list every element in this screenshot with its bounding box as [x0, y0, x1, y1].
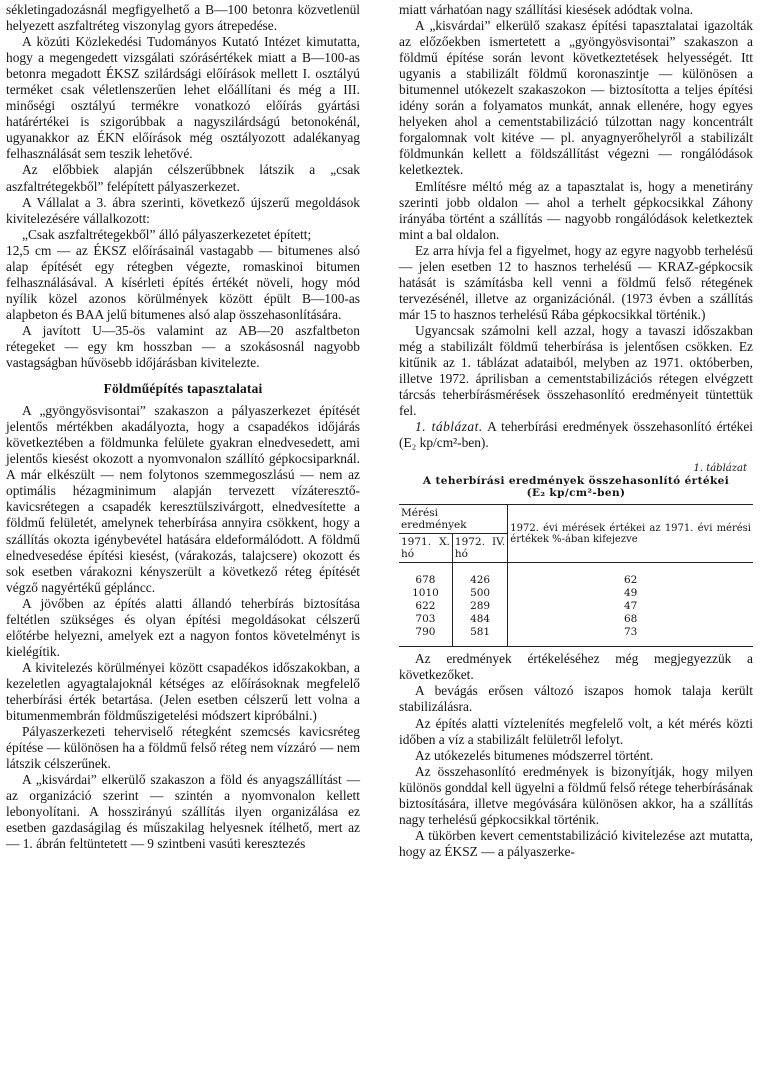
- left-column: [6, 2, 360, 852]
- paragraph: miatt várhatóan nagy szállítási kiesések adódtak volna.: [399, 2, 694, 17]
- paragraph: sékletingadozásnál megfigyelhető a B—100 betonra közvetlenül helyezett aszfaltréteg viszonylag gyors átrepedése.: [6, 2, 360, 34]
- table-header-ratio: 1972. évi mérések értékei az 1971. évi mérési értékek %-ában kifejezve: [508, 505, 753, 563]
- table-cell: 678: [415, 573, 436, 586]
- paragraph: A „gyöngyösvisontai” szakaszon a pályaszerkezet építését jelentős mértékben akadályozta, hogy a csapadékos időjárás következtében a földmunka felülete gyakran elnedvesedett, ami jelentős kiesést okozott a nyomvonalon szállító gépkocsiparknál. A már elkészült — nem folytonos szemmegoszlású — nem az optimális hézagminimum alapján tervezett vízáteresztő-kavicsrétegen a csapadék keresztülszivárgott, elnedvesítette a földmű felületét, amelynek teherbírása annyira csökkent, hogy a szállítás okozta igénybevétel hatására eldeformálódott. A földmű elnedvesedése építési kiesést, (várakozás, talajcsere) okozott és sok esetben várakozni kényszerült a következő réteg építését végző nagyértékű gépláncc.: [6, 403, 360, 595]
- table-cell: 73: [508, 625, 753, 647]
- table-cell: 484: [452, 612, 507, 625]
- paragraph: A kivitelezés körülményei között csapadékos időszakokban, a kezeletlen agyagtalajoknál kétséges az előírásoknak megfelelő teherbírási érték betartása. (Jelen esetben célszerű lett volna a bitumenmembrán földműszigetelési módszert kipróbálni.): [6, 659, 360, 724]
- paragraph: Ez arra hívja fel a figyelmet, hogy az egyre nagyobb terhelésű — jelen esetben 12 to hasznos terhelésű — KRAZ-gépkocsik hatását is számításba kell venni a földmű felső rétegének tervezésénél, illetve az organizációnál. (1973 évben a szállítás már 15 to hasznos terhelésű Rába gépkocsikkal történik.): [399, 242, 753, 322]
- table-cell: 47: [508, 599, 753, 612]
- table-header-1971: 1971. X. hó: [399, 534, 452, 563]
- table-row: [399, 586, 753, 599]
- table-cell: 1010: [412, 586, 439, 599]
- paragraph: Ugyancsak számolni kell azzal, hogy a tavaszi időszakban még a stabilizált földmű teherbírása is jelentősen csökken. Ez kitűnik az 1. táblázat adataiból, melyben az 1971. októberben, illetve 1972. áprilisban a cementstabilizációs rétegen elvégzett tárcsás teherbírásmérések összehasonlító eredményeit tüntettük fel.: [399, 322, 753, 419]
- paragraph: Az utókezelés bitumenes módszerrel történt.: [415, 747, 654, 763]
- right-column: [399, 2, 753, 860]
- table-cell: 68: [508, 612, 753, 625]
- paragraph: A „kisvárdai” elkerülő szakasz építési tapasztalatai igazolták az előzőekben ismertetett a „gyöngyösvisontai” szakaszon a földmű építése során levont következtetések helyességét. Itt ugyanis a stabilizált földmű koronaszintje — különösen a bitumennel utókezelt szakaszokon — biztosította a teljes építési idény során a folyamatos munkát, annak ellenére, hogy egyes helyeken ahol a cementstabilizáció túlzottan nagy koncentrált forgalomnak volt kitéve — pl. anyagnyerőhelyről a stabilizált földmunkán kellett a földszállítást végezni — rongálódások keletkeztek.: [399, 18, 753, 178]
- table-row: [399, 563, 753, 587]
- paragraph: „Csak aszfaltrétegekből” álló pályaszerkezetet épített;: [22, 226, 312, 242]
- table-header-group: Mérési eredmények: [399, 505, 508, 534]
- table-cell: 703: [415, 612, 436, 625]
- table-row: [399, 599, 753, 612]
- table-cell: 500: [452, 586, 507, 599]
- section-heading: Földműépítés tapasztalatai: [103, 381, 263, 397]
- paragraph: A Vállalat a 3. ábra szerinti, következő újszerű megoldások kivitelezésére vállalkozott:: [6, 194, 360, 226]
- table-cell: 49: [508, 586, 753, 599]
- table-row: [399, 612, 753, 625]
- table-caption-label: 1. táblázat.: [415, 419, 483, 435]
- paragraph: Az előbbiek alapján célszerűbbnek látszik a „csak aszfaltrétegekből” felépített pályaszerkezet.: [6, 162, 360, 194]
- table-cell: 289: [452, 599, 507, 612]
- results-table: [399, 504, 753, 647]
- paragraph: Az eredmények értékeléséhez még megjegyezzük a következőket.: [399, 651, 753, 683]
- table-title-unit: (E₂ kp/cm²-ben): [526, 487, 626, 500]
- table-number-label: 1. táblázat: [693, 463, 747, 475]
- paragraph: A bevágás erősen változó iszapos homok talaja került stabilizálásra.: [399, 683, 753, 715]
- table-cell: 62: [508, 563, 753, 587]
- paragraph: Az összehasonlító eredmények is bizonyítják, hogy milyen különös gonddal kell ügyelni a földmű felső rétege teherbírásának biztosítására, illetve megóvására különösen akkor, ha a szállítás nagy terhelésű gépkocsikkal történik.: [399, 763, 754, 827]
- paragraph: 12,5 cm — az ÉKSZ előírásainál vastagabb — bitumenes alsó alap építését egy rétegben végezte, romaskinoi bitumen felhasználásával. A kísérleti építés értékét növeli, hogy mód nyílik közel azonos körülmények között épült B—100-as alapbeton és BAA jelű bitumenes alsó alap összehasonlítására.: [6, 242, 360, 322]
- table-cell: 581: [452, 625, 507, 647]
- table-title: A teherbírási eredmények összehasonlító értékei: [422, 475, 730, 488]
- table-body: [399, 563, 753, 647]
- paragraph: A jövőben az építés alatti állandó teherbírás biztosítása feltétlen szükséges és olyan építési megoldásokat célszerű előtérbe helyezni, amelyek ezt a nagyon fontos követelményt is kielégítik.: [6, 595, 360, 659]
- table-header-1972: 1972. IV. hó: [452, 534, 507, 563]
- paragraph: A tükörben kevert cementstabilizáció kivitelezése azt mutatta, hogy az ÉKSZ — a pályaszerke-: [399, 827, 753, 859]
- paragraph: A javított U—35-ös valamint az AB—20 aszfaltbeton rétegeket — egy km hosszban — a szokásosnál nagyobb vastagságban hűvösebb időjárásban kivitelezte.: [6, 322, 360, 371]
- table-caption-text: A teherbírási eredmények összehasonlító értékei (E₂ kp/cm²-ben).: [399, 419, 753, 451]
- table-row: [399, 625, 753, 647]
- paragraph: Pályaszerkezeti teherviselő rétegként szemcsés kavicsréteg építése — különösen ha a földmű felső réteg nem vízzáró — nem látszik célszerűnek.: [6, 724, 360, 772]
- table-cell: 622: [415, 599, 436, 612]
- results-table-block: [399, 463, 753, 647]
- paragraph: A „kisvárdai” elkerülő szakaszon a föld és anyagszállítást — az organizáció szerint — szintén a nyomvonalon kellett lebonyolítani. A hosszirányú szállítás ilyen organizálása ez esetben gazdaságilag és műszakilag helyesnek ítélhető, mert az — 1. ábrán feltüntetett — 9 szintbeni vasúti keresztezés: [6, 772, 360, 852]
- table-cell: 790: [415, 625, 436, 638]
- table-cell: 426: [452, 563, 507, 587]
- table-caption: [399, 419, 753, 451]
- paragraph: Az építés alatti víztelenítés megfelelő volt, a két mérés közti időben a víz a stabilizált felületről lefolyt.: [399, 715, 753, 747]
- paragraph: Említésre méltó még az a tapasztalat is, hogy a menetirány szerinti jobb oldalon — ahol a terhelt gépkocsikkal Záhony irányába történt a szállítás — nagyobb rongálódások keletkeztek mint a bal oldalon.: [399, 178, 753, 242]
- paragraph: A közúti Közlekedési Tudományos Kutató Intézet kimutatta, hogy a megengedett vizsgálati szórásértékek miatt a B—100-as betonra megadott ÉKSZ szilárdsági előírások mellett I. osztályú terméket csak véletlenszerűen lehet előállítani és még a III. minőségi osztályú termékre vonatkozó előírás gyártási határértékei is szigorúbbak a nagyszilárdságú betonokénál, ugyanakkor az ÉKN előírások még osztályozott adalékanyag felhasználását sem teszik lehetővé.: [6, 34, 360, 162]
